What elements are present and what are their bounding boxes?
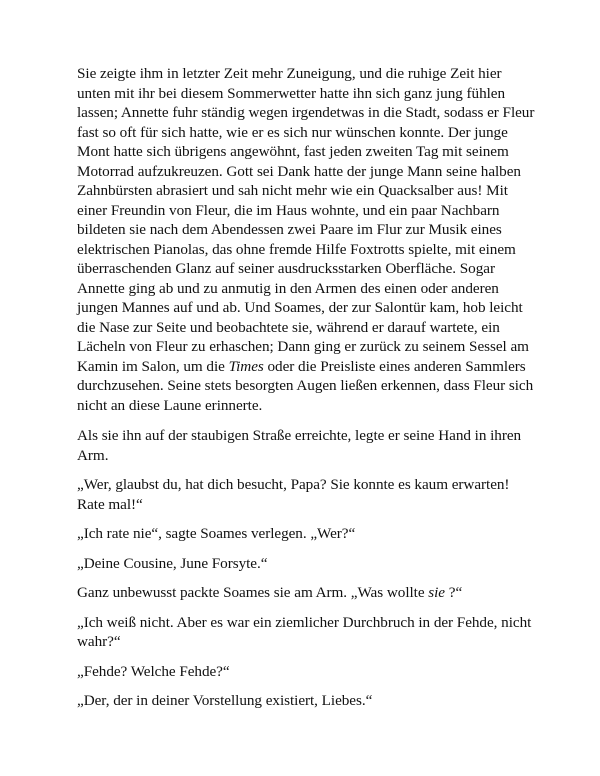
text-line: „Der, der in deiner Vorstellung existiert, Liebes.“ bbox=[77, 692, 373, 709]
text-line: durchzusehen. Seine stets besorgten Augen ließen erkennen, dass Fleur sich bbox=[77, 377, 534, 394]
paragraph-3 bbox=[77, 475, 523, 514]
text-line: „Ich weiß nicht. Aber es war ein ziemlicher Durchbruch in der Fehde, nicht bbox=[77, 613, 532, 631]
paragraph-5 bbox=[77, 554, 523, 574]
text-segment: Ganz unbewusst packte Soames sie am Arm. „Was wollte bbox=[77, 584, 429, 601]
text-line: „Wer, glaubst du, hat dich besucht, Papa? Sie konnte es kaum erwarten! bbox=[77, 476, 510, 493]
text-line: Annette ging ab und zu anmutig in den Armen des einen oder anderen bbox=[77, 279, 499, 297]
paragraph-1 bbox=[77, 64, 535, 415]
document-page bbox=[77, 64, 535, 721]
text-line: nicht an diese Laune erinnerte. bbox=[77, 396, 263, 414]
text-line: elektrischen Pianolas, das ohne fremde Hilfe Foxtrotts spielte, mit einem bbox=[77, 240, 516, 258]
text-line: „Fehde? Welche Fehde?“ bbox=[77, 662, 230, 680]
italic-title-times: Times bbox=[228, 357, 264, 375]
text-line: Rate mal!“ bbox=[77, 495, 143, 513]
text-line-times bbox=[77, 357, 526, 377]
text-line: lassen; Annette fuhr ständig wegen irgendetwas in die Stadt, sodass er Fleur bbox=[77, 104, 535, 121]
text-line: Arm. bbox=[77, 446, 109, 464]
text-line: Lächeln von Fleur zu erhaschen; Dann ging er zurück zu seinem Sessel am bbox=[77, 338, 529, 355]
text-line: Zahnbürsten abrasiert und sah nicht mehr wie ein Quacksalber aus! Mit bbox=[77, 182, 508, 199]
text-line: unten mit ihr bei diesem Sommerwetter hatte ihn sich ganz jung fühlen bbox=[77, 84, 506, 102]
text-line: einer Freundin von Fleur, die im Haus wohnte, und ein paar Nachbarn bbox=[77, 201, 500, 219]
text-line-sie bbox=[77, 583, 523, 603]
text-line: „Ich rate nie“, sagte Soames verlegen. „Wer?“ bbox=[77, 525, 356, 542]
paragraph-6 bbox=[77, 583, 523, 603]
text-line: „Deine Cousine, June Forsyte.“ bbox=[77, 554, 268, 572]
paragraph-9 bbox=[77, 691, 523, 711]
text-line: wahr?“ bbox=[77, 633, 121, 650]
text-line: jungen Mannes auf und ab. Und Soames, der zur Salontür kam, hob leicht bbox=[77, 299, 523, 316]
text-line: überraschenden Glanz auf seiner ausdrucksstarken Oberfläche. Sogar bbox=[77, 260, 495, 277]
text-segment: oder die Preisliste eines anderen Sammlers bbox=[263, 357, 526, 375]
text-line: die Nase zur Seite und beobachtete sie, während er darauf wartete, ein bbox=[77, 318, 500, 336]
paragraph-4 bbox=[77, 524, 523, 544]
italic-word-sie: sie bbox=[428, 584, 445, 601]
text-line: fast so oft für sich hatte, wie er es sich nur wünschen konnte. Der junge bbox=[77, 123, 508, 141]
text-line: Als sie ihn auf der staubigen Straße erreichte, legte er seine Hand in ihren bbox=[77, 427, 522, 444]
text-segment: Kamin im Salon, um die bbox=[77, 357, 229, 375]
paragraph-7 bbox=[77, 613, 532, 652]
text-line: Sie zeigte ihm in letzter Zeit mehr Zuneigung, und die ruhige Zeit hier bbox=[77, 65, 502, 82]
text-line: bildeten sie nach dem Abendessen zwei Paare im Flur zur Musik eines bbox=[77, 221, 502, 238]
text-segment: ?“ bbox=[445, 584, 463, 601]
paragraph-2 bbox=[77, 426, 523, 465]
text-line: Motorrad aufzukreuzen. Gott sei Dank hatte der junge Mann seine halben bbox=[77, 162, 521, 180]
paragraph-8 bbox=[77, 662, 523, 682]
text-line: Mont hatte sich übrigens angewöhnt, fast jeden zweiten Tag mit seinem bbox=[77, 143, 509, 160]
